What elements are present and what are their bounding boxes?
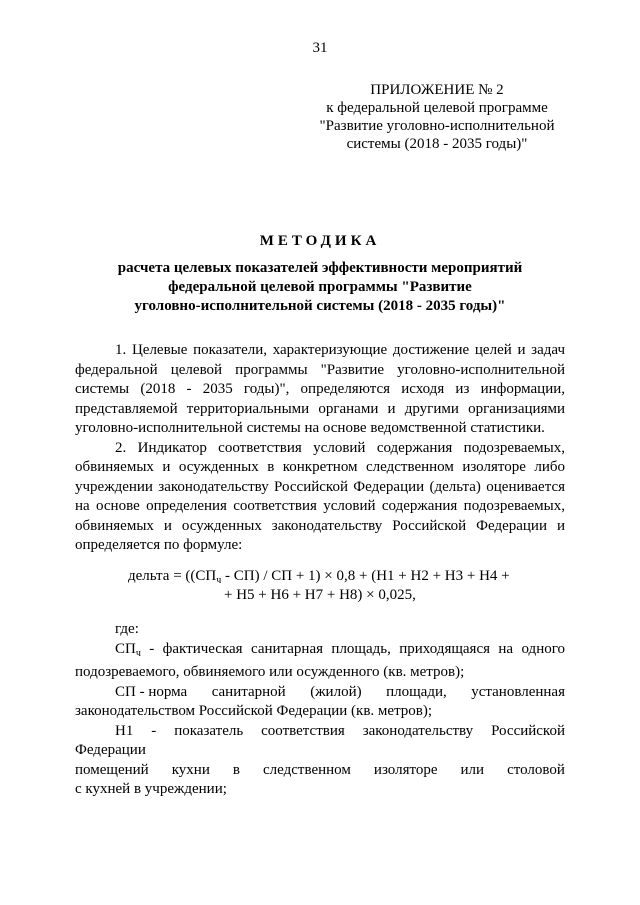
sp-word: (жилой) xyxy=(310,683,362,700)
definition-h1-line-1: Н1 - показатель соответствия законодательству Российской Федерации xyxy=(75,722,565,758)
formula-line-2: + Н5 + Н6 + Н7 + Н8) × 0,025, xyxy=(224,587,416,603)
sp-ch-subscript: ч xyxy=(135,647,141,659)
sp-word: СП - норма xyxy=(115,683,188,700)
definitions xyxy=(75,620,565,800)
sp-word: санитарной xyxy=(211,683,286,700)
h1-word: в xyxy=(232,761,240,778)
subtitle-line-1: расчета целевых показателей эффективности мероприятий xyxy=(117,260,523,276)
h1-word: следственном xyxy=(263,761,351,778)
appendix-line-4: системы (2018 - 2035 годы)" xyxy=(346,136,528,152)
h1-word: помещений xyxy=(75,761,149,778)
sp-word: площади, xyxy=(386,683,447,700)
subtitle-line-3: уголовно-исполнительной системы (2018 - 2035 годы)" xyxy=(134,298,506,314)
formula-subscript: ч xyxy=(216,575,222,586)
sp-ch-text: - фактическая санитарная площадь, приходящаяся на одного подозреваемого, обвиняемого или осужденного (кв. метров); xyxy=(75,640,565,680)
where-label: где: xyxy=(115,621,139,637)
definition-sp-ch xyxy=(75,640,565,683)
methodology-subtitle xyxy=(90,259,550,316)
paragraph-2: 2. Индикатор соответствия условий содержания подозреваемых, обвиняемых и осужденных в конкретном следственном изоляторе либо учреждении законодательству Российской Федерации (дельта) оценивается на основе определения соответствия условий содержания подозреваемых, обвиняемых и осужденных законодательству Российской Федерации и определяется по формуле: xyxy=(75,439,565,553)
h1-word: столовой xyxy=(507,761,565,778)
definition-h1-line-3: с кухней в учреждении; xyxy=(75,781,227,797)
sp-ch-term: СП xyxy=(115,640,136,657)
definition-sp-line-2: законодательством Российской Федерации (кв. метров); xyxy=(75,703,433,719)
definition-h1-line-2 xyxy=(75,761,565,781)
body-paragraphs xyxy=(75,341,565,556)
subtitle-line-2: федеральной целевой программы "Развитие xyxy=(168,279,472,295)
paragraph-1: 1. Целевые показатели, характеризующие достижение целей и задач федеральной целевой программы "Развитие уголовно-исполнительной системы (2018 - 2035 годы)", определяются исходя из информации, представляемой территориальными органами и другими организациями уголовно-исполнительной системы на основе ведомственной статистики. xyxy=(75,342,565,436)
formula-line-1-start: дельта = ((СП xyxy=(128,568,217,584)
h1-word: или xyxy=(460,761,485,778)
page-number: 31 xyxy=(312,40,328,56)
methodology-title: МЕТОДИКА xyxy=(259,233,381,249)
h1-word: изоляторе xyxy=(373,761,438,778)
definition-sp-line-1 xyxy=(75,683,565,703)
formula-line-1-end: - СП) / СП + 1) × 0,8 + (Н1 + Н2 + Н3 + Н4 + xyxy=(221,568,510,584)
sp-word: установленная xyxy=(471,683,565,700)
appendix-header xyxy=(296,81,578,153)
appendix-line-2: к федеральной целевой программе xyxy=(326,100,548,116)
appendix-line-3: "Развитие уголовно-исполнительной xyxy=(319,118,555,134)
h1-word: кухни xyxy=(171,761,210,778)
appendix-line-1: ПРИЛОЖЕНИЕ № 2 xyxy=(370,82,504,98)
